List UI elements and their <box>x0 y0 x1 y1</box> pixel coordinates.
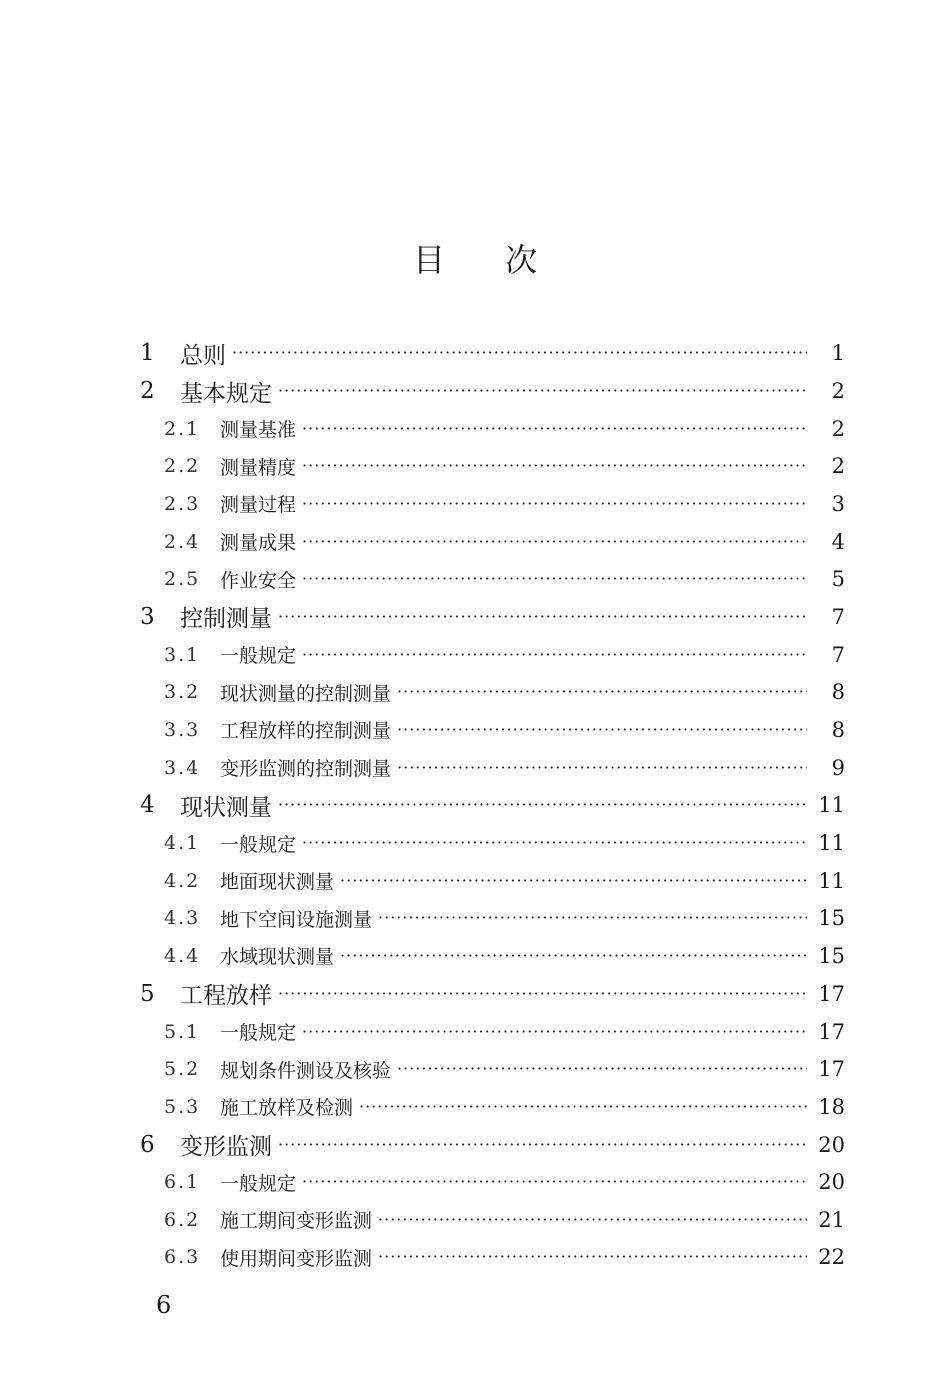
toc-entry-number: 2.4 <box>164 530 201 553</box>
toc-entry-page: 15 <box>818 943 845 968</box>
toc-entry-number: 4.2 <box>164 869 201 892</box>
dot-leader <box>378 1249 807 1265</box>
toc-entry-label: 总则 <box>180 342 226 369</box>
toc-entry-number: 6.3 <box>164 1246 201 1269</box>
toc-entry-page: 11 <box>818 793 845 818</box>
toc-entry-page: 8 <box>831 680 845 705</box>
toc-entry-page: 4 <box>831 529 845 554</box>
toc-entry-page: 1 <box>831 341 845 365</box>
dot-leader <box>397 722 807 738</box>
toc-entry-label: 测量过程 <box>220 494 297 517</box>
toc-entry-6-3[interactable] <box>140 1239 845 1277</box>
toc-entry-3-4[interactable] <box>140 749 845 787</box>
toc-entry-label: 地面现状测量 <box>220 871 335 894</box>
toc-entry-page: 9 <box>831 755 845 780</box>
toc-entry-page: 2 <box>831 416 845 441</box>
toc-list <box>140 334 845 1276</box>
dot-leader <box>278 797 807 813</box>
toc-entry-label: 测量基准 <box>220 419 297 442</box>
toc-entry-number: 1 <box>140 340 155 366</box>
toc-entry-label: 水域现状测量 <box>220 946 335 969</box>
toc-entry-page: 8 <box>831 717 845 742</box>
page-number: 6 <box>156 1291 172 1319</box>
toc-entry-3-3[interactable] <box>140 711 845 749</box>
dot-leader <box>278 383 807 399</box>
toc-entry-number: 2.2 <box>164 455 201 478</box>
toc-entry-label: 一般规定 <box>220 645 297 668</box>
toc-entry-number: 6 <box>140 1131 155 1158</box>
toc-entry-page: 7 <box>831 642 845 667</box>
toc-entry-number: 5.3 <box>164 1095 201 1118</box>
toc-entry-number: 2.5 <box>164 568 201 591</box>
toc-entry-6-2[interactable] <box>140 1201 845 1239</box>
toc-entry-number: 3.4 <box>164 756 201 779</box>
dot-leader <box>302 571 807 587</box>
dot-leader <box>340 873 807 889</box>
toc-entry-page: 20 <box>818 1132 845 1157</box>
toc-entry-label: 一般规定 <box>220 833 297 856</box>
toc-entry-page: 11 <box>818 868 845 893</box>
toc-entry-label: 工程放样 <box>180 983 272 1010</box>
toc-entry-label: 现状测量的控制测量 <box>220 682 392 705</box>
toc-entry-4-1[interactable] <box>140 824 845 862</box>
toc-entry-label: 一般规定 <box>220 1172 297 1195</box>
dot-leader <box>302 835 807 851</box>
dot-leader <box>302 421 807 437</box>
toc-entry-page: 5 <box>831 567 845 592</box>
toc-entry-number: 6.1 <box>164 1171 201 1194</box>
toc-entry-4-2[interactable] <box>140 862 845 900</box>
toc-entry-label: 测量成果 <box>220 532 297 555</box>
toc-entry-label: 变形监测的控制测量 <box>220 758 392 781</box>
toc-entry-label: 现状测量 <box>180 794 272 821</box>
toc-entry-label: 使用期间变形监测 <box>220 1247 373 1270</box>
toc-entry-number: 3.2 <box>164 681 201 704</box>
toc-entry-label: 规划条件测设及核验 <box>220 1059 392 1082</box>
toc-entry-number: 2.3 <box>164 492 201 515</box>
toc-entry-2-3[interactable] <box>140 485 845 523</box>
toc-entry-number: 4.4 <box>164 944 201 967</box>
dot-leader <box>278 1137 807 1153</box>
dot-leader <box>302 1024 807 1040</box>
toc-entry-page: 21 <box>818 1207 845 1232</box>
toc-entry-6[interactable] <box>140 1126 845 1164</box>
toc-entry-page: 20 <box>818 1170 845 1195</box>
dot-leader <box>302 647 807 663</box>
toc-title: 目次 <box>412 241 597 279</box>
toc-entry-2-1[interactable] <box>140 410 845 448</box>
toc-entry-5-2[interactable] <box>140 1050 845 1088</box>
toc-entry-2-4[interactable] <box>140 523 845 561</box>
toc-entry-4-3[interactable] <box>140 900 845 938</box>
toc-entry-2-5[interactable] <box>140 560 845 598</box>
toc-entry-page: 2 <box>831 454 845 479</box>
toc-entry-number: 5.1 <box>164 1020 201 1043</box>
toc-entry-label: 一般规定 <box>220 1022 297 1045</box>
toc-entry-5[interactable] <box>140 975 845 1013</box>
dot-leader <box>302 534 807 550</box>
toc-entry-number: 4 <box>140 792 155 819</box>
toc-entry-number: 2.1 <box>164 417 201 440</box>
toc-entry-page: 22 <box>818 1245 845 1270</box>
toc-entry-page: 7 <box>831 604 845 629</box>
toc-entry-page: 17 <box>818 1019 845 1044</box>
toc-entry-page: 18 <box>818 1094 845 1119</box>
toc-entry-5-1[interactable] <box>140 1013 845 1051</box>
toc-entry-3-2[interactable] <box>140 674 845 712</box>
dot-leader <box>397 760 807 776</box>
dot-leader <box>302 496 807 512</box>
toc-entry-3-1[interactable] <box>140 636 845 674</box>
toc-entry-1[interactable] <box>140 334 845 372</box>
toc-entry-label: 控制测量 <box>180 606 272 633</box>
toc-entry-2-2[interactable] <box>140 448 845 486</box>
toc-entry-number: 2 <box>140 378 155 404</box>
toc-entry-label: 工程放样的控制测量 <box>220 720 392 743</box>
dot-leader <box>359 1099 807 1115</box>
toc-entry-label: 地下空间设施测量 <box>220 908 373 931</box>
dot-leader <box>378 910 807 926</box>
toc-entry-page: 11 <box>818 831 845 856</box>
toc-entry-5-3[interactable] <box>140 1088 845 1126</box>
dot-leader <box>397 1061 807 1077</box>
toc-entry-page: 2 <box>831 379 845 403</box>
toc-entry-label: 变形监测 <box>180 1134 272 1160</box>
toc-entry-4[interactable] <box>140 786 845 824</box>
dot-leader <box>340 948 807 964</box>
dot-leader <box>397 684 807 700</box>
toc-entry-number: 3.1 <box>164 643 201 666</box>
toc-entry-page: 3 <box>831 491 845 516</box>
toc-entry-label: 基本规定 <box>180 380 272 407</box>
dot-leader <box>302 1174 807 1190</box>
dot-leader <box>278 986 807 1002</box>
toc-entry-2[interactable] <box>140 372 845 410</box>
toc-entry-6-1[interactable] <box>140 1164 845 1202</box>
toc-entry-label: 施工期间变形监测 <box>220 1210 373 1233</box>
toc-entry-page: 17 <box>818 981 845 1006</box>
dot-leader <box>232 345 807 361</box>
toc-entry-number: 3 <box>140 603 155 630</box>
toc-entry-number: 4.1 <box>164 832 201 855</box>
toc-entry-number: 6.2 <box>164 1208 201 1231</box>
dot-leader <box>302 458 807 474</box>
toc-entry-label: 作业安全 <box>220 569 297 592</box>
toc-entry-3[interactable] <box>140 598 845 636</box>
toc-entry-number: 5.2 <box>164 1058 201 1081</box>
dot-leader <box>278 609 807 625</box>
dot-leader <box>378 1212 807 1228</box>
toc-entry-number: 4.3 <box>164 907 201 930</box>
toc-entry-label: 施工放样及检测 <box>220 1097 354 1120</box>
toc-entry-page: 15 <box>818 906 845 931</box>
toc-entry-number: 3.3 <box>164 718 201 741</box>
toc-entry-number: 5 <box>140 980 155 1007</box>
toc-entry-4-4[interactable] <box>140 937 845 975</box>
toc-entry-label: 测量精度 <box>220 456 297 479</box>
toc-entry-page: 17 <box>818 1057 845 1082</box>
